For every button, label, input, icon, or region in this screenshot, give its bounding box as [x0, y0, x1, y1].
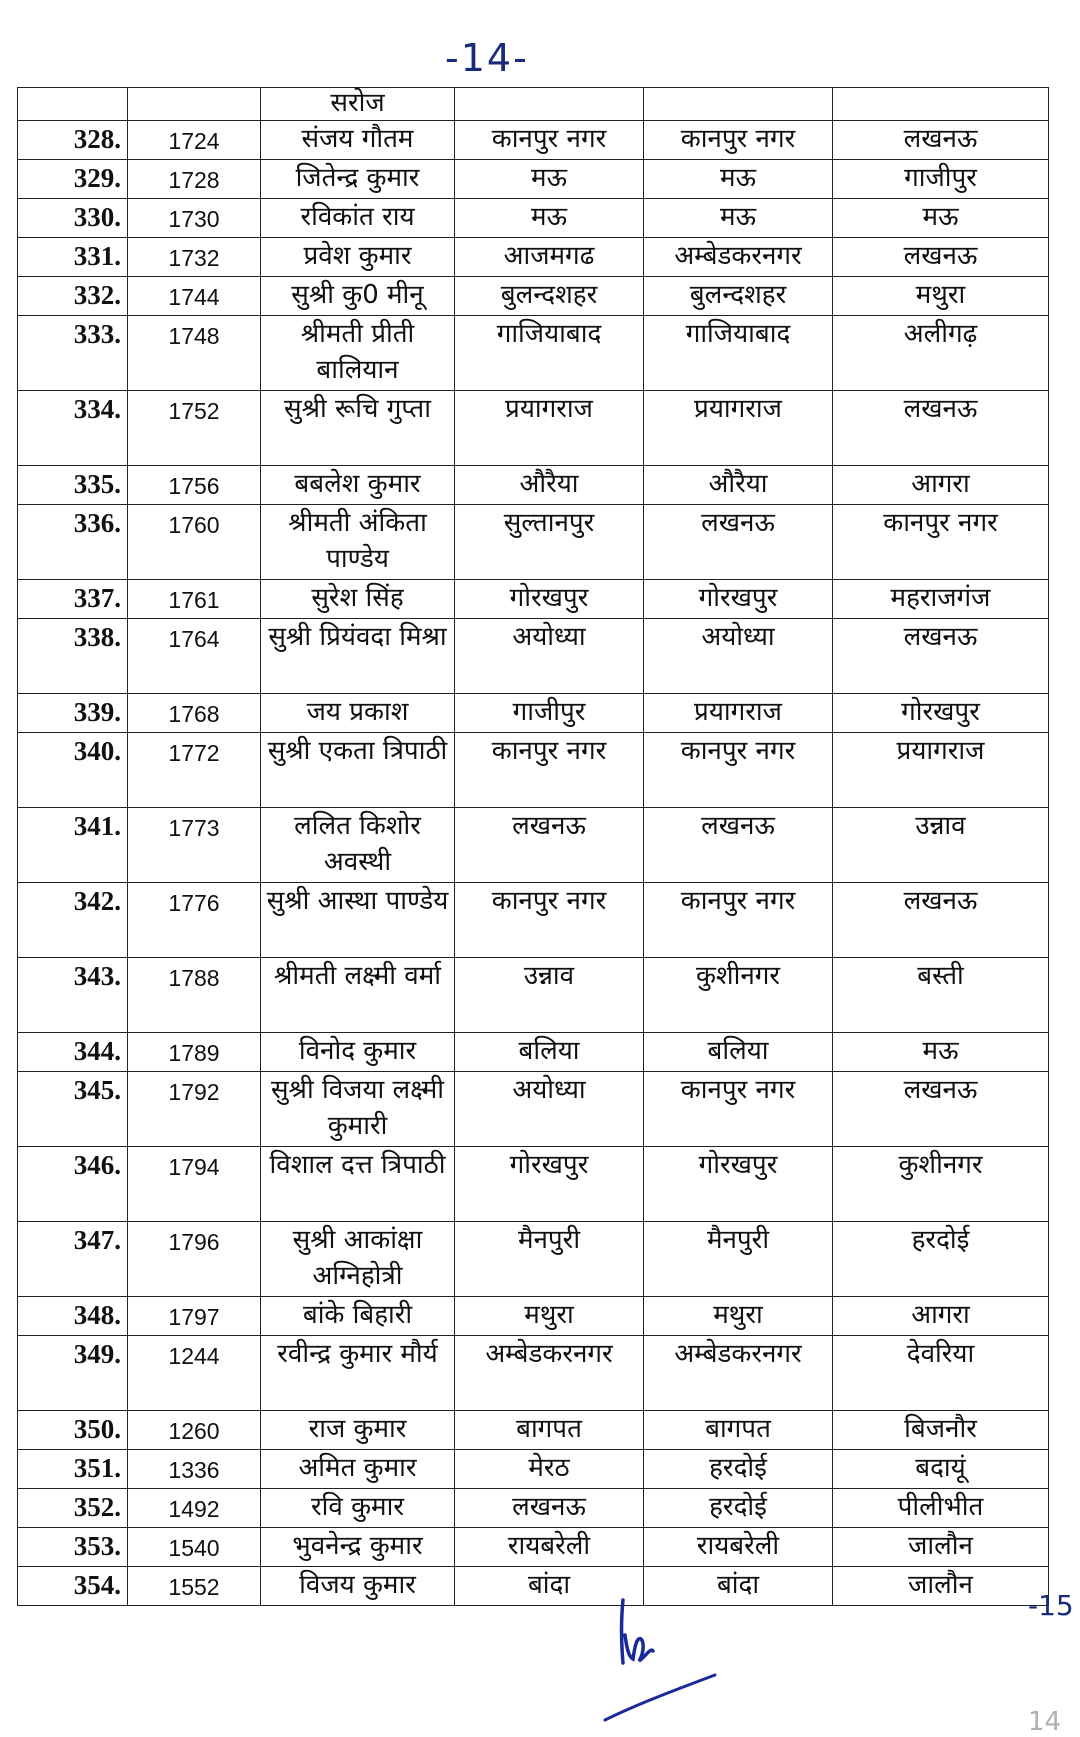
code-cell: 1768: [128, 694, 261, 733]
district-cell-1: मऊ: [455, 160, 644, 199]
table-row: [18, 1411, 1049, 1450]
district-cell-1: गोरखपुर: [455, 1147, 644, 1222]
district-cell-2: बुलन्दशहर: [644, 277, 833, 316]
code-cell: 1788: [128, 958, 261, 1033]
name-cell: राज कुमार: [261, 1411, 455, 1450]
table-row: [18, 1528, 1049, 1567]
code-cell: 1752: [128, 391, 261, 466]
code-cell: 1760: [128, 505, 261, 580]
table-row: [18, 1567, 1049, 1606]
district-cell-2: अम्बेडकरनगर: [644, 1336, 833, 1411]
table-row: [18, 883, 1049, 958]
code-cell: 1744: [128, 277, 261, 316]
code-cell: 1552: [128, 1567, 261, 1606]
code-cell: 1724: [128, 121, 261, 160]
name-cell: श्रीमती अंकिता पाण्डेय: [261, 505, 455, 580]
table-row: [18, 160, 1049, 199]
table-row: [18, 1033, 1049, 1072]
district-cell-3: गोरखपुर: [833, 694, 1049, 733]
district-cell-2: बागपत: [644, 1411, 833, 1450]
district-cell-1: गोरखपुर: [455, 580, 644, 619]
district-cell-1: सुल्तानपुर: [455, 505, 644, 580]
district-cell-2: अयोध्या: [644, 619, 833, 694]
table-row: [18, 1489, 1049, 1528]
district-cell-3: आगरा: [833, 466, 1049, 505]
district-cell-2: लखनऊ: [644, 505, 833, 580]
district-cell-3: महराजगंज: [833, 580, 1049, 619]
table-row: [18, 694, 1049, 733]
district-cell-1: कानपुर नगर: [455, 883, 644, 958]
district-cell-2: प्रयागराज: [644, 391, 833, 466]
district-cell-1: मथुरा: [455, 1297, 644, 1336]
serial-number-cell: 349.: [18, 1336, 128, 1411]
table-row: [18, 466, 1049, 505]
name-cell: सुरेश सिंह: [261, 580, 455, 619]
transfer-table-container: [17, 87, 1048, 1606]
district-cell-1: गाजियाबाद: [455, 316, 644, 391]
district-cell-1: लखनऊ: [455, 808, 644, 883]
district-cell-2: कानपुर नगर: [644, 1072, 833, 1147]
district-cell-2: लखनऊ: [644, 808, 833, 883]
table-row: [18, 808, 1049, 883]
district-cell-2: गाजियाबाद: [644, 316, 833, 391]
serial-number-cell: 343.: [18, 958, 128, 1033]
corner-page-number: 14: [1028, 1707, 1062, 1737]
district-cell-1: प्रयागराज: [455, 391, 644, 466]
code-cell: 1244: [128, 1336, 261, 1411]
serial-number-cell: 331.: [18, 238, 128, 277]
code-cell: 1732: [128, 238, 261, 277]
table-row: [18, 733, 1049, 808]
district-cell-1: रायबरेली: [455, 1528, 644, 1567]
district-cell-1: बुलन्दशहर: [455, 277, 644, 316]
serial-number-cell: 347.: [18, 1222, 128, 1297]
name-cell: सरोज: [261, 88, 455, 121]
name-cell: बबलेश कुमार: [261, 466, 455, 505]
code-cell: 1728: [128, 160, 261, 199]
name-cell: रविकांत राय: [261, 199, 455, 238]
district-cell-3: बस्ती: [833, 958, 1049, 1033]
district-cell-3: मऊ: [833, 1033, 1049, 1072]
name-cell: जय प्रकाश: [261, 694, 455, 733]
table-row: [18, 277, 1049, 316]
serial-number-cell: 338.: [18, 619, 128, 694]
serial-number-cell: 329.: [18, 160, 128, 199]
district-cell-3: कुशीनगर: [833, 1147, 1049, 1222]
name-cell: विशाल दत्त त्रिपाठी: [261, 1147, 455, 1222]
district-cell-3: पीलीभीत: [833, 1489, 1049, 1528]
district-cell-1: कानपुर नगर: [455, 121, 644, 160]
name-cell: विजय कुमार: [261, 1567, 455, 1606]
district-cell-3: आगरा: [833, 1297, 1049, 1336]
district-cell-2: कुशीनगर: [644, 958, 833, 1033]
name-cell: श्रीमती लक्ष्मी वर्मा: [261, 958, 455, 1033]
table-body: [18, 88, 1049, 1606]
name-cell: सुश्री विजया लक्ष्मी कुमारी: [261, 1072, 455, 1147]
district-cell-2: गोरखपुर: [644, 580, 833, 619]
name-cell: बांके बिहारी: [261, 1297, 455, 1336]
district-cell-3: मथुरा: [833, 277, 1049, 316]
serial-number-cell: 340.: [18, 733, 128, 808]
code-cell: 1789: [128, 1033, 261, 1072]
table-row: [18, 88, 1049, 121]
district-cell-3: बिजनौर: [833, 1411, 1049, 1450]
serial-number-cell: 353.: [18, 1528, 128, 1567]
district-cell-1: मऊ: [455, 199, 644, 238]
district-cell-3: कानपुर नगर: [833, 505, 1049, 580]
name-cell: विनोद कुमार: [261, 1033, 455, 1072]
serial-number-cell: 354.: [18, 1567, 128, 1606]
serial-number-cell: 336.: [18, 505, 128, 580]
page-number-top: -14-: [445, 36, 529, 80]
signature: [595, 1595, 725, 1725]
district-cell-3: जालौन: [833, 1528, 1049, 1567]
district-cell-2: प्रयागराज: [644, 694, 833, 733]
next-page-marker: -15: [1028, 1589, 1074, 1622]
code-cell: 1794: [128, 1147, 261, 1222]
code-cell: 1756: [128, 466, 261, 505]
serial-number-cell: 350.: [18, 1411, 128, 1450]
serial-number-cell: 334.: [18, 391, 128, 466]
code-cell: 1748: [128, 316, 261, 391]
district-cell-2: मैनपुरी: [644, 1222, 833, 1297]
district-cell-3: लखनऊ: [833, 391, 1049, 466]
district-cell-1: आजमगढ: [455, 238, 644, 277]
district-cell-2: बांदा: [644, 1567, 833, 1606]
district-cell-2: मऊ: [644, 160, 833, 199]
district-cell-3: देवरिया: [833, 1336, 1049, 1411]
name-cell: सुश्री आकांक्षा अग्निहोत्री: [261, 1222, 455, 1297]
code-cell: 1336: [128, 1450, 261, 1489]
district-cell-2: अम्बेडकरनगर: [644, 238, 833, 277]
district-cell-1: बलिया: [455, 1033, 644, 1072]
table-row: [18, 1072, 1049, 1147]
serial-number-cell: 344.: [18, 1033, 128, 1072]
table-row: [18, 391, 1049, 466]
code-cell: 1540: [128, 1528, 261, 1567]
district-cell-2: मथुरा: [644, 1297, 833, 1336]
table-row: [18, 1222, 1049, 1297]
serial-number-cell: 337.: [18, 580, 128, 619]
district-cell-2: कानपुर नगर: [644, 883, 833, 958]
table-row: [18, 1450, 1049, 1489]
district-cell-1: गाजीपुर: [455, 694, 644, 733]
district-cell-2: [644, 88, 833, 121]
district-cell-1: औरैया: [455, 466, 644, 505]
table-row: [18, 619, 1049, 694]
district-cell-2: कानपुर नगर: [644, 733, 833, 808]
district-cell-1: मेरठ: [455, 1450, 644, 1489]
code-cell: 1776: [128, 883, 261, 958]
serial-number-cell: 332.: [18, 277, 128, 316]
district-cell-3: बदायूं: [833, 1450, 1049, 1489]
district-cell-3: उन्नाव: [833, 808, 1049, 883]
code-cell: 1792: [128, 1072, 261, 1147]
district-cell-1: लखनऊ: [455, 1489, 644, 1528]
name-cell: सुश्री रूचि गुप्ता: [261, 391, 455, 466]
serial-number-cell: 346.: [18, 1147, 128, 1222]
code-cell: 1730: [128, 199, 261, 238]
serial-number-cell: 345.: [18, 1072, 128, 1147]
table-row: [18, 505, 1049, 580]
name-cell: संजय गौतम: [261, 121, 455, 160]
district-cell-2: गोरखपुर: [644, 1147, 833, 1222]
code-cell: 1260: [128, 1411, 261, 1450]
name-cell: श्रीमती प्रीती बालियान: [261, 316, 455, 391]
district-cell-2: हरदोई: [644, 1489, 833, 1528]
table-row: [18, 199, 1049, 238]
serial-number-cell: 342.: [18, 883, 128, 958]
name-cell: सुश्री प्रियंवदा मिश्रा: [261, 619, 455, 694]
district-cell-2: हरदोई: [644, 1450, 833, 1489]
district-cell-1: बागपत: [455, 1411, 644, 1450]
name-cell: रवि कुमार: [261, 1489, 455, 1528]
name-cell: अमित कुमार: [261, 1450, 455, 1489]
table-row: [18, 1147, 1049, 1222]
district-cell-2: बलिया: [644, 1033, 833, 1072]
code-cell: 1797: [128, 1297, 261, 1336]
district-cell-3: गाजीपुर: [833, 160, 1049, 199]
code-cell: 1761: [128, 580, 261, 619]
district-cell-3: जालौन: [833, 1567, 1049, 1606]
name-cell: जितेन्द्र कुमार: [261, 160, 455, 199]
name-cell: भुवनेन्द्र कुमार: [261, 1528, 455, 1567]
district-cell-1: बांदा: [455, 1567, 644, 1606]
code-cell: 1796: [128, 1222, 261, 1297]
serial-number-cell: 351.: [18, 1450, 128, 1489]
name-cell: सुश्री कु0 मीनू: [261, 277, 455, 316]
serial-number-cell: [18, 88, 128, 121]
serial-number-cell: 328.: [18, 121, 128, 160]
district-cell-3: लखनऊ: [833, 1072, 1049, 1147]
district-cell-2: मऊ: [644, 199, 833, 238]
table-row: [18, 1336, 1049, 1411]
district-cell-1: [455, 88, 644, 121]
name-cell: ललित किशोर अवस्थी: [261, 808, 455, 883]
district-cell-1: अयोध्या: [455, 619, 644, 694]
code-cell: [128, 88, 261, 121]
district-cell-3: [833, 88, 1049, 121]
district-cell-1: उन्नाव: [455, 958, 644, 1033]
table-row: [18, 238, 1049, 277]
district-cell-1: कानपुर नगर: [455, 733, 644, 808]
district-cell-3: लखनऊ: [833, 121, 1049, 160]
table-row: [18, 121, 1049, 160]
name-cell: प्रवेश कुमार: [261, 238, 455, 277]
table-row: [18, 316, 1049, 391]
serial-number-cell: 348.: [18, 1297, 128, 1336]
district-cell-3: मऊ: [833, 199, 1049, 238]
district-cell-3: हरदोई: [833, 1222, 1049, 1297]
district-cell-2: कानपुर नगर: [644, 121, 833, 160]
district-cell-3: लखनऊ: [833, 238, 1049, 277]
district-cell-3: लखनऊ: [833, 619, 1049, 694]
serial-number-cell: 330.: [18, 199, 128, 238]
serial-number-cell: 333.: [18, 316, 128, 391]
code-cell: 1773: [128, 808, 261, 883]
serial-number-cell: 335.: [18, 466, 128, 505]
serial-number-cell: 341.: [18, 808, 128, 883]
table-row: [18, 580, 1049, 619]
serial-number-cell: 339.: [18, 694, 128, 733]
district-cell-3: प्रयागराज: [833, 733, 1049, 808]
district-cell-3: लखनऊ: [833, 883, 1049, 958]
name-cell: सुश्री एकता त्रिपाठी: [261, 733, 455, 808]
district-cell-2: रायबरेली: [644, 1528, 833, 1567]
code-cell: 1764: [128, 619, 261, 694]
name-cell: रवीन्द्र कुमार मौर्य: [261, 1336, 455, 1411]
district-cell-1: अयोध्या: [455, 1072, 644, 1147]
serial-number-cell: 352.: [18, 1489, 128, 1528]
name-cell: सुश्री आस्था पाण्डेय: [261, 883, 455, 958]
district-cell-2: औरैया: [644, 466, 833, 505]
district-cell-3: अलीगढ़: [833, 316, 1049, 391]
code-cell: 1492: [128, 1489, 261, 1528]
district-cell-1: मैनपुरी: [455, 1222, 644, 1297]
district-cell-1: अम्बेडकरनगर: [455, 1336, 644, 1411]
transfer-table: [17, 87, 1049, 1606]
code-cell: 1772: [128, 733, 261, 808]
table-row: [18, 958, 1049, 1033]
table-row: [18, 1297, 1049, 1336]
